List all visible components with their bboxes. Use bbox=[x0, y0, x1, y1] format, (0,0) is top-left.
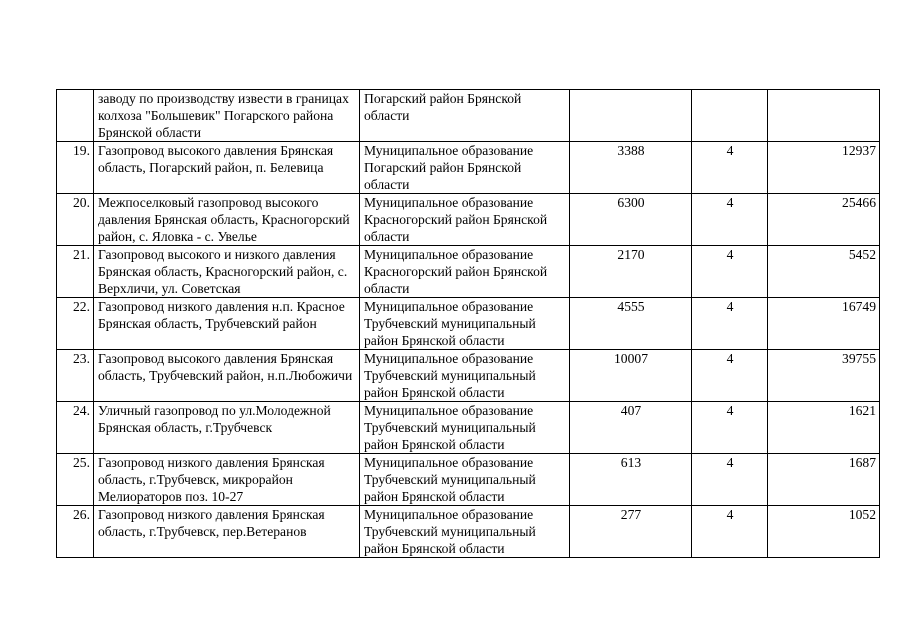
amount-value: 39755 bbox=[768, 350, 880, 402]
row-number: 20. bbox=[57, 194, 94, 246]
owner-name: Муниципальное образование Красногорский район Брянской области bbox=[360, 194, 570, 246]
owner-name: Муниципальное образование Красногорский район Брянской области bbox=[360, 246, 570, 298]
amount-value: 1621 bbox=[768, 402, 880, 454]
owner-name: Муниципальное образование Погарский район Брянской области bbox=[360, 142, 570, 194]
table-row bbox=[57, 298, 880, 350]
length-value: 277 bbox=[570, 506, 692, 558]
object-name: Межпоселковый газопровод высокого давления Брянская область, Красногорский район, с. Яловка - с. Увелье bbox=[94, 194, 360, 246]
length-value bbox=[570, 90, 692, 142]
length-value: 407 bbox=[570, 402, 692, 454]
category-value bbox=[692, 90, 768, 142]
object-name: Газопровод высокого и низкого давления Брянская область, Красногорский район, с. Верхличи, ул. Советская bbox=[94, 246, 360, 298]
category-value: 4 bbox=[692, 298, 768, 350]
owner-name: Муниципальное образование Трубчевский муниципальный район Брянской области bbox=[360, 350, 570, 402]
length-value: 2170 bbox=[570, 246, 692, 298]
amount-value: 25466 bbox=[768, 194, 880, 246]
table-row bbox=[57, 402, 880, 454]
category-value: 4 bbox=[692, 402, 768, 454]
amount-value: 1052 bbox=[768, 506, 880, 558]
object-name: Газопровод низкого давления н.п. Красное Брянская область, Трубчевский район bbox=[94, 298, 360, 350]
row-number: 22. bbox=[57, 298, 94, 350]
object-name: заводу по производству извести в границах колхоза "Большевик" Погарского района Брянской области bbox=[94, 90, 360, 142]
table-row bbox=[57, 350, 880, 402]
category-value: 4 bbox=[692, 246, 768, 298]
table-row bbox=[57, 246, 880, 298]
amount-value bbox=[768, 90, 880, 142]
object-name: Уличный газопровод по ул.Молодежной Брянская область, г.Трубчевск bbox=[94, 402, 360, 454]
length-value: 3388 bbox=[570, 142, 692, 194]
row-number: 21. bbox=[57, 246, 94, 298]
table-row bbox=[57, 90, 880, 142]
length-value: 613 bbox=[570, 454, 692, 506]
owner-name: Погарский район Брянской области bbox=[360, 90, 570, 142]
category-value: 4 bbox=[692, 142, 768, 194]
length-value: 10007 bbox=[570, 350, 692, 402]
amount-value: 12937 bbox=[768, 142, 880, 194]
row-number: 25. bbox=[57, 454, 94, 506]
row-number: 19. bbox=[57, 142, 94, 194]
table-row bbox=[57, 506, 880, 558]
object-name: Газопровод высокого давления Брянская область, Трубчевский район, н.п.Любожичи bbox=[94, 350, 360, 402]
object-name: Газопровод низкого давления Брянская область, г.Трубчевск, пер.Ветеранов bbox=[94, 506, 360, 558]
table-row bbox=[57, 454, 880, 506]
amount-value: 16749 bbox=[768, 298, 880, 350]
length-value: 4555 bbox=[570, 298, 692, 350]
amount-value: 5452 bbox=[768, 246, 880, 298]
length-value: 6300 bbox=[570, 194, 692, 246]
gas-pipelines-table bbox=[56, 89, 880, 558]
category-value: 4 bbox=[692, 194, 768, 246]
owner-name: Муниципальное образование Трубчевский муниципальный район Брянской области bbox=[360, 506, 570, 558]
category-value: 4 bbox=[692, 506, 768, 558]
object-name: Газопровод высокого давления Брянская область, Погарский район, п. Белевица bbox=[94, 142, 360, 194]
row-number: 23. bbox=[57, 350, 94, 402]
object-name: Газопровод низкого давления Брянская область, г.Трубчевск, микрорайон Мелиораторов поз. 10-27 bbox=[94, 454, 360, 506]
row-number bbox=[57, 90, 94, 142]
owner-name: Муниципальное образование Трубчевский муниципальный район Брянской области bbox=[360, 402, 570, 454]
category-value: 4 bbox=[692, 454, 768, 506]
row-number: 26. bbox=[57, 506, 94, 558]
table-row bbox=[57, 142, 880, 194]
owner-name: Муниципальное образование Трубчевский муниципальный район Брянской области bbox=[360, 298, 570, 350]
row-number: 24. bbox=[57, 402, 94, 454]
amount-value: 1687 bbox=[768, 454, 880, 506]
category-value: 4 bbox=[692, 350, 768, 402]
table-row bbox=[57, 194, 880, 246]
owner-name: Муниципальное образование Трубчевский муниципальный район Брянской области bbox=[360, 454, 570, 506]
